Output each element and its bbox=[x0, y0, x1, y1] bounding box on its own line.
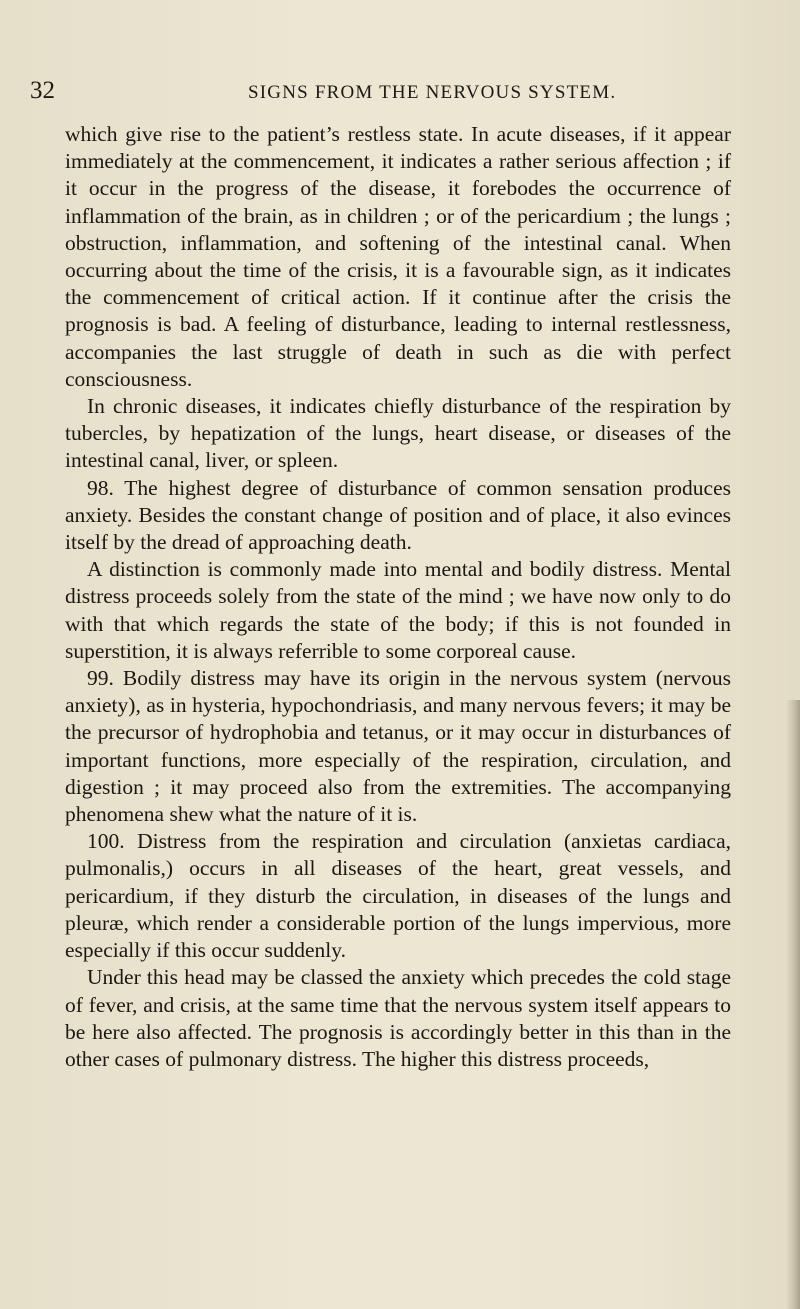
page-header bbox=[30, 76, 750, 112]
running-head: SIGNS FROM THE NERVOUS SYSTEM. bbox=[248, 82, 617, 103]
page-edge-shadow bbox=[786, 700, 800, 1309]
page-number: 32 bbox=[30, 77, 55, 104]
paragraph: Under this head may be classed the anxiety which precedes the cold stage of fever, and crisis, at the same time that the nervous system itself appears to be here also affected. The prognosis is accordingly better in this than in the other cases of pulmonary distress. The higher this distress proceeds, bbox=[65, 965, 731, 1071]
paragraph: In chronic diseases, it indicates chiefly disturbance of the respiration by tubercles, by hepatization of the lungs, heart disease, or diseases of the intestinal canal, liver, or spleen. bbox=[65, 394, 731, 473]
paragraph: 99. Bodily distress may have its origin in the nervous system (nervous anxiety), as in hysteria, hypochondriasis, and many nervous fevers; it may be the precursor of hydrophobia and tetanus, or it may occur in disturbances of important functions, more especially of the respiration, circulation, and digestion ; it may proceed also from the extremities. The accompanying phenomena shew what the nature of it is. bbox=[65, 666, 731, 827]
paragraph: A distinction is commonly made into mental and bodily distress. Mental distress proceeds solely from the state of the mind ; we have now only to do with that which regards the state of the body; if this is not founded in superstition, it is always referrible to some corporeal cause. bbox=[65, 557, 731, 663]
paragraph: 100. Distress from the respiration and circulation (anxietas cardiaca, pulmonalis,) occurs in all diseases of the heart, great vessels, and pericardium, if they disturb the circulation, in diseases of the lungs and pleuræ, which render a considerable portion of the lungs impervious, more especially if this occur suddenly. bbox=[65, 829, 731, 963]
paragraph: 98. The highest degree of disturbance of common sensation produces anxiety. Besides the constant change of position and of place, it also evinces itself by the dread of approaching death. bbox=[65, 475, 731, 555]
paragraph: which give rise to the patient’s restless state. In acute diseases, if it appear immediately at the commencement, it indicates a rather serious affection ; if it occur in the progress of the disease, it forebodes the occurrence of inflammation of the brain, as in children ; or of the pericardium ; the lungs ; obstruction, inflammation, and softening of the intestinal canal. When occurring about the time of the crisis, it is a favourable sign, as it indicates the commencement of critical action. If it continue after the crisis the prognosis is bad. A feeling of disturbance, leading to internal restlessness, accompanies the last struggle of death in such as die with perfect consciousness. bbox=[65, 122, 731, 391]
body-text bbox=[65, 121, 731, 1073]
